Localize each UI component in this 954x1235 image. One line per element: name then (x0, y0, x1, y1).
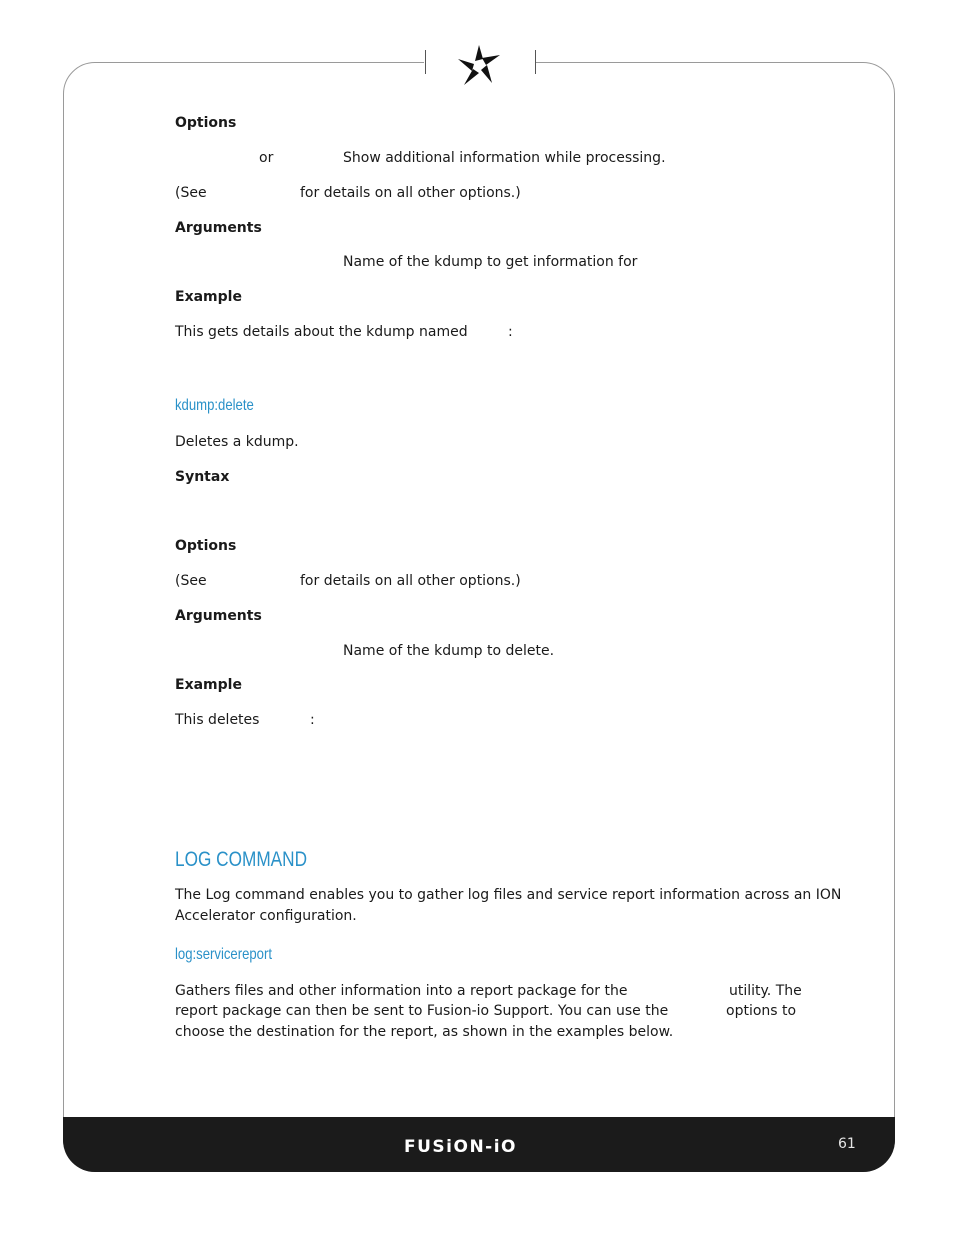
example-text-delete: This deletes (175, 712, 260, 728)
example-text: This gets details about the kdump named (175, 324, 468, 340)
log-desc-line3: choose the destination for the report, as shown in the examples below. (175, 1024, 674, 1040)
log-command-title: LOG COMMAND (175, 848, 308, 871)
example-colon-delete: : (310, 712, 315, 728)
verbose-or-text: or (259, 150, 274, 166)
log-desc-line2b: options to (726, 1003, 797, 1019)
argument-description: Name of the kdump to get information for (343, 254, 638, 270)
arguments-heading-delete: Arguments (175, 608, 262, 624)
options-heading-delete: Options (175, 538, 237, 554)
argument-description-delete: Name of the kdump to delete. (343, 643, 555, 659)
fusion-io-wordmark (404, 1135, 564, 1157)
log-servicereport-title: log:servicereport (175, 946, 272, 963)
header-divider-right (535, 50, 536, 74)
see-suffix: for details on all other options.) (300, 185, 521, 201)
options-heading: Options (175, 115, 237, 131)
fusion-io-logo-icon (452, 43, 506, 87)
log-intro-line2: Accelerator configuration. (175, 908, 357, 924)
log-intro-line1: The Log command enables you to gather log files and service report information across an ION (175, 887, 842, 903)
kdump-delete-description: Deletes a kdump. (175, 434, 299, 450)
page-number: 61 (838, 1136, 856, 1152)
example-heading: Example (175, 289, 242, 305)
log-desc-line1b: utility. The (729, 983, 802, 999)
see-prefix: (See (175, 185, 207, 201)
log-desc-line2a: report package can then be sent to Fusion-io Support. You can use the (175, 1003, 669, 1019)
verbose-description: Show additional information while processing. (343, 150, 666, 166)
syntax-heading: Syntax (175, 469, 230, 485)
example-colon: : (508, 324, 513, 340)
kdump-delete-title: kdump:delete (175, 397, 254, 414)
svg-text:FUSiON-iO: FUSiON-iO (404, 1137, 518, 1157)
see-suffix-delete: for details on all other options.) (300, 573, 521, 589)
example-heading-delete: Example (175, 677, 242, 693)
see-prefix-delete: (See (175, 573, 207, 589)
log-desc-line1a: Gathers files and other information into a report package for the (175, 983, 628, 999)
header-divider-left (425, 50, 426, 74)
arguments-heading: Arguments (175, 220, 262, 236)
